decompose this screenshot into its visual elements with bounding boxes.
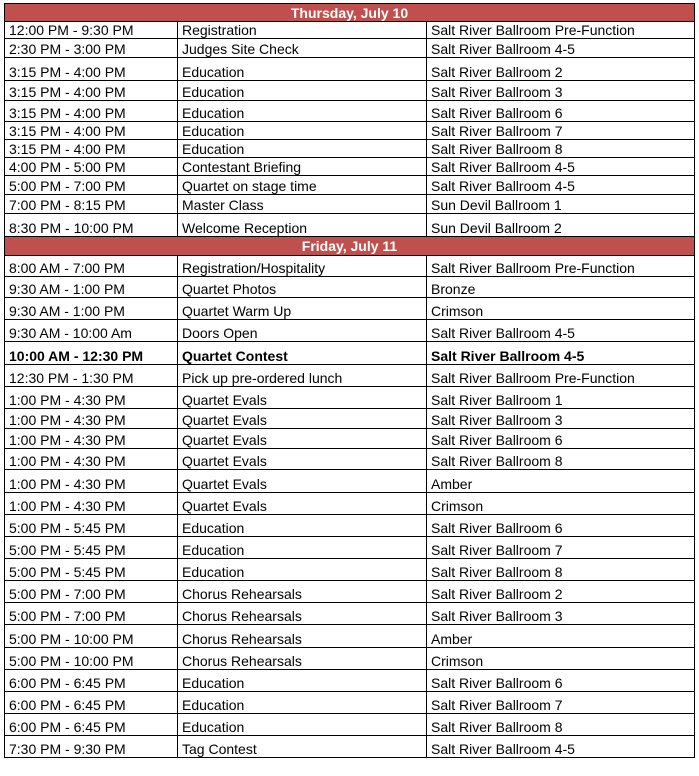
- schedule-row: [5, 39, 695, 58]
- location-cell: Salt River Ballroom 4-5: [427, 342, 695, 365]
- schedule-row: [5, 537, 695, 559]
- time-cell: 8:00 AM - 7:00 PM: [5, 256, 178, 277]
- schedule-row: [5, 122, 695, 140]
- schedule-row: [5, 387, 695, 409]
- location-cell: Salt River Ballroom 3: [427, 603, 695, 625]
- location-cell: Salt River Ballroom 8: [427, 559, 695, 581]
- schedule-row: [5, 648, 695, 670]
- location-cell: Crimson: [427, 493, 695, 515]
- schedule-row: [5, 158, 695, 176]
- location-cell: Salt River Ballroom 1: [427, 387, 695, 409]
- schedule-row: [5, 277, 695, 298]
- schedule-row: [5, 22, 695, 39]
- time-cell: 12:00 PM - 9:30 PM: [5, 22, 178, 39]
- event-cell: Registration: [178, 22, 427, 39]
- event-cell: Tag Contest: [178, 736, 427, 758]
- time-cell: 5:00 PM - 7:00 PM: [5, 581, 178, 603]
- schedule-row: [5, 515, 695, 537]
- time-cell: 1:00 PM - 4:30 PM: [5, 429, 178, 449]
- time-cell: 10:00 AM - 12:30 PM: [5, 342, 178, 365]
- location-cell: Salt River Ballroom 8: [427, 449, 695, 470]
- time-cell: 6:00 PM - 6:45 PM: [5, 670, 178, 692]
- location-cell: Salt River Ballroom 7: [427, 537, 695, 559]
- event-cell: Education: [178, 515, 427, 537]
- time-cell: 5:00 PM - 5:45 PM: [5, 515, 178, 537]
- day-header-row: [5, 4, 695, 22]
- schedule-row: [5, 670, 695, 692]
- event-cell: Quartet Evals: [178, 409, 427, 429]
- schedule-row: [5, 140, 695, 158]
- location-cell: Sun Devil Ballroom 2: [427, 214, 695, 237]
- event-cell: Doors Open: [178, 320, 427, 342]
- event-cell: Education: [178, 714, 427, 736]
- location-cell: Salt River Ballroom 4-5: [427, 176, 695, 195]
- location-cell: Sun Devil Ballroom 1: [427, 195, 695, 214]
- location-cell: Crimson: [427, 298, 695, 320]
- time-cell: 6:00 PM - 6:45 PM: [5, 692, 178, 714]
- schedule-row: [5, 58, 695, 81]
- schedule-row: [5, 298, 695, 320]
- event-cell: Quartet Evals: [178, 470, 427, 493]
- event-cell: Welcome Reception: [178, 214, 427, 237]
- schedule-row: [5, 365, 695, 387]
- location-cell: Salt River Ballroom 6: [427, 670, 695, 692]
- event-cell: Education: [178, 101, 427, 122]
- event-cell: Quartet Warm Up: [178, 298, 427, 320]
- event-cell: Education: [178, 670, 427, 692]
- schedule-row: [5, 625, 695, 648]
- time-cell: 2:30 PM - 3:00 PM: [5, 39, 178, 58]
- time-cell: 5:00 PM - 5:45 PM: [5, 559, 178, 581]
- event-cell: Education: [178, 122, 427, 140]
- event-cell: Contestant Briefing: [178, 158, 427, 176]
- schedule-row: [5, 256, 695, 277]
- event-cell: Education: [178, 692, 427, 714]
- location-cell: Salt River Ballroom Pre-Function: [427, 256, 695, 277]
- location-cell: Salt River Ballroom 3: [427, 409, 695, 429]
- location-cell: Amber: [427, 470, 695, 493]
- location-cell: Salt River Ballroom 2: [427, 581, 695, 603]
- event-cell: Chorus Rehearsals: [178, 625, 427, 648]
- event-cell: Chorus Rehearsals: [178, 603, 427, 625]
- event-cell: Quartet Evals: [178, 429, 427, 449]
- time-cell: 3:15 PM - 4:00 PM: [5, 58, 178, 81]
- schedule-row: [5, 449, 695, 470]
- event-cell: Education: [178, 559, 427, 581]
- schedule-row: [5, 81, 695, 101]
- schedule-body: [5, 4, 695, 758]
- schedule-row: [5, 470, 695, 493]
- location-cell: Salt River Ballroom 4-5: [427, 736, 695, 758]
- event-cell: Education: [178, 81, 427, 101]
- location-cell: Salt River Ballroom 7: [427, 692, 695, 714]
- event-cell: Quartet Photos: [178, 277, 427, 298]
- schedule-row: [5, 736, 695, 758]
- location-cell: Salt River Ballroom 4-5: [427, 39, 695, 58]
- time-cell: 12:30 PM - 1:30 PM: [5, 365, 178, 387]
- location-cell: Salt River Ballroom 6: [427, 429, 695, 449]
- time-cell: 5:00 PM - 10:00 PM: [5, 625, 178, 648]
- time-cell: 7:30 PM - 9:30 PM: [5, 736, 178, 758]
- schedule-row: [5, 603, 695, 625]
- time-cell: 6:00 PM - 6:45 PM: [5, 714, 178, 736]
- event-cell: Quartet on stage time: [178, 176, 427, 195]
- event-cell: Registration/Hospitality: [178, 256, 427, 277]
- location-cell: Salt River Ballroom 7: [427, 122, 695, 140]
- location-cell: Salt River Ballroom 3: [427, 81, 695, 101]
- day-header: Friday, July 11: [5, 237, 695, 256]
- schedule-row: [5, 692, 695, 714]
- location-cell: Salt River Ballroom 8: [427, 140, 695, 158]
- event-cell: Education: [178, 58, 427, 81]
- event-cell: Master Class: [178, 195, 427, 214]
- time-cell: 3:15 PM - 4:00 PM: [5, 140, 178, 158]
- schedule-row: [5, 176, 695, 195]
- location-cell: Salt River Ballroom 8: [427, 714, 695, 736]
- time-cell: 3:15 PM - 4:00 PM: [5, 81, 178, 101]
- day-header-row: [5, 237, 695, 256]
- location-cell: Salt River Ballroom 4-5: [427, 158, 695, 176]
- event-cell: Education: [178, 537, 427, 559]
- event-cell: Education: [178, 140, 427, 158]
- event-cell: Quartet Contest: [178, 342, 427, 365]
- schedule-row: [5, 214, 695, 237]
- schedule-row: [5, 714, 695, 736]
- schedule-row: [5, 101, 695, 122]
- location-cell: Crimson: [427, 648, 695, 670]
- location-cell: Salt River Ballroom 4-5: [427, 320, 695, 342]
- event-cell: Quartet Evals: [178, 493, 427, 515]
- location-cell: Bronze: [427, 277, 695, 298]
- time-cell: 9:30 AM - 1:00 PM: [5, 298, 178, 320]
- event-cell: Judges Site Check: [178, 39, 427, 58]
- location-cell: Salt River Ballroom 6: [427, 515, 695, 537]
- time-cell: 7:00 PM - 8:15 PM: [5, 195, 178, 214]
- time-cell: 9:30 AM - 10:00 Am: [5, 320, 178, 342]
- time-cell: 8:30 PM - 10:00 PM: [5, 214, 178, 237]
- time-cell: 5:00 PM - 10:00 PM: [5, 648, 178, 670]
- time-cell: 3:15 PM - 4:00 PM: [5, 101, 178, 122]
- schedule-row: [5, 409, 695, 429]
- event-cell: Pick up pre-ordered lunch: [178, 365, 427, 387]
- schedule-row: [5, 429, 695, 449]
- time-cell: 1:00 PM - 4:30 PM: [5, 409, 178, 429]
- time-cell: 3:15 PM - 4:00 PM: [5, 122, 178, 140]
- time-cell: 5:00 PM - 7:00 PM: [5, 603, 178, 625]
- location-cell: Salt River Ballroom 6: [427, 101, 695, 122]
- schedule-row: [5, 559, 695, 581]
- time-cell: 4:00 PM - 5:00 PM: [5, 158, 178, 176]
- day-header: Thursday, July 10: [5, 4, 695, 22]
- time-cell: 1:00 PM - 4:30 PM: [5, 387, 178, 409]
- schedule-row: [5, 342, 695, 365]
- event-cell: Quartet Evals: [178, 449, 427, 470]
- event-cell: Chorus Rehearsals: [178, 581, 427, 603]
- time-cell: 5:00 PM - 5:45 PM: [5, 537, 178, 559]
- time-cell: 9:30 AM - 1:00 PM: [5, 277, 178, 298]
- time-cell: 1:00 PM - 4:30 PM: [5, 470, 178, 493]
- location-cell: Salt River Ballroom Pre-Function: [427, 365, 695, 387]
- event-cell: Quartet Evals: [178, 387, 427, 409]
- event-cell: Chorus Rehearsals: [178, 648, 427, 670]
- time-cell: 5:00 PM - 7:00 PM: [5, 176, 178, 195]
- schedule-table: [4, 3, 695, 758]
- time-cell: 1:00 PM - 4:30 PM: [5, 493, 178, 515]
- location-cell: Amber: [427, 625, 695, 648]
- location-cell: Salt River Ballroom 2: [427, 58, 695, 81]
- schedule-row: [5, 195, 695, 214]
- time-cell: 1:00 PM - 4:30 PM: [5, 449, 178, 470]
- location-cell: Salt River Ballroom Pre-Function: [427, 22, 695, 39]
- schedule-row: [5, 493, 695, 515]
- schedule-row: [5, 581, 695, 603]
- schedule-row: [5, 320, 695, 342]
